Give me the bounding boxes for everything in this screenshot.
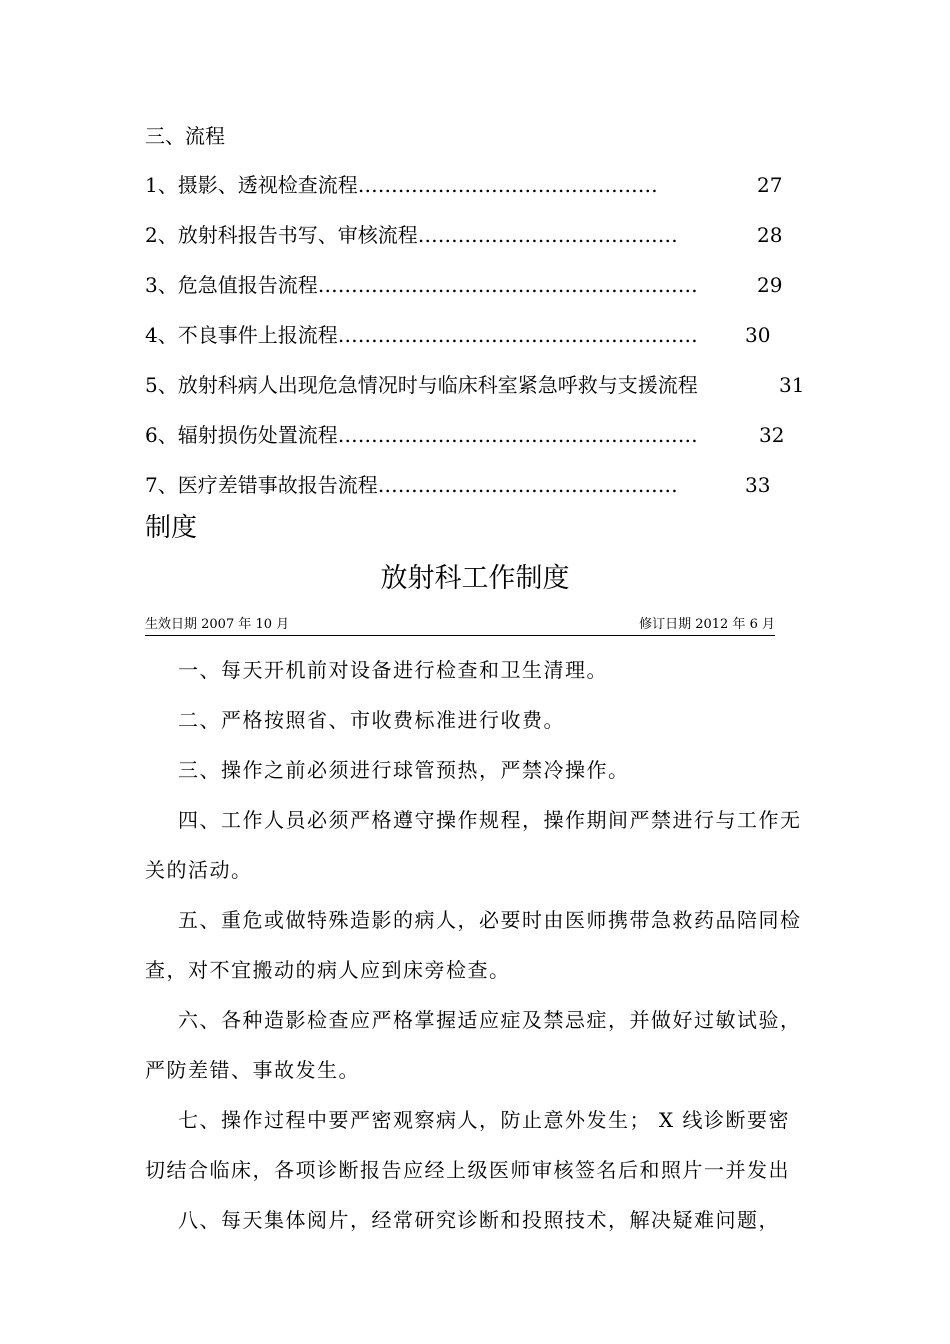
- date-line: [145, 615, 775, 636]
- toc-item: [145, 420, 825, 470]
- document-body: [145, 645, 810, 1245]
- toc-item-page: 33: [745, 473, 771, 497]
- section-title: 三、流程: [145, 124, 225, 148]
- toc-item-text: 4、不良事件上报流程………………………………………………: [145, 323, 698, 347]
- paragraph: 四、工作人员必须严格遵守操作规程，操作期间严禁进行与工作无关的活动。: [145, 808, 802, 882]
- paragraph: 三、操作之前必须进行球管预热，严禁冷操作。: [178, 758, 630, 782]
- section-heading: 制度: [145, 513, 198, 543]
- revised-date: 修订日期 2012 年 6 月: [639, 617, 775, 632]
- toc-item: [145, 470, 825, 520]
- toc-item-page: 28: [757, 223, 783, 247]
- toc-item: [145, 320, 825, 370]
- paragraph: 八、每天集体阅片，经常研究诊断和投照技术，解决疑难问题，: [178, 1208, 780, 1232]
- toc-item-page: 32: [759, 423, 785, 447]
- document-title: 放射科工作制度: [380, 563, 570, 594]
- paragraph: 七、操作过程中要严密观察病人，防止意外发生； X 线诊断要密切结合临床，各项诊断报告应经上级医师审核签名后和照片一并发出: [145, 1108, 790, 1182]
- toc-item-text: 7、医疗差错事故报告流程………………………………………: [145, 473, 678, 497]
- toc-item-page: 30: [745, 323, 771, 347]
- paragraph: 一、每天开机前对设备进行检查和卫生清理。: [178, 658, 608, 682]
- paragraph: 六、各种造影检查应严格掌握适应症及禁忌症，并做好过敏试验，严防差错、事故发生。: [145, 1008, 802, 1082]
- table-of-contents: [145, 170, 825, 520]
- toc-item: [145, 220, 825, 270]
- toc-item-text: 1、摄影、透视检查流程………………………………………: [145, 173, 658, 197]
- toc-item-text: 2、放射科报告书写、审核流程…………………………………: [145, 223, 678, 247]
- toc-item-page: 31: [779, 373, 805, 397]
- toc-item: [145, 270, 825, 320]
- toc-item: [145, 170, 825, 220]
- paragraph: 二、严格按照省、市收费标准进行收费。: [178, 708, 565, 732]
- toc-item: [145, 370, 825, 420]
- effective-date: 生效日期 2007 年 10 月: [145, 617, 290, 632]
- toc-item-text: 6、辐射损伤处置流程………………………………………………: [145, 423, 698, 447]
- toc-item-page: 27: [757, 173, 783, 197]
- toc-item-text: 5、放射科病人出现危急情况时与临床科室紧急呼救与支援流程: [145, 373, 698, 397]
- toc-item-page: 29: [757, 273, 783, 297]
- paragraph: 五、重危或做特殊造影的病人，必要时由医师携带急救药品陪同检查，对不宜搬动的病人应到床旁检查。: [145, 908, 802, 982]
- toc-item-text: 3、危急值报告流程…………………………………………………: [145, 273, 698, 297]
